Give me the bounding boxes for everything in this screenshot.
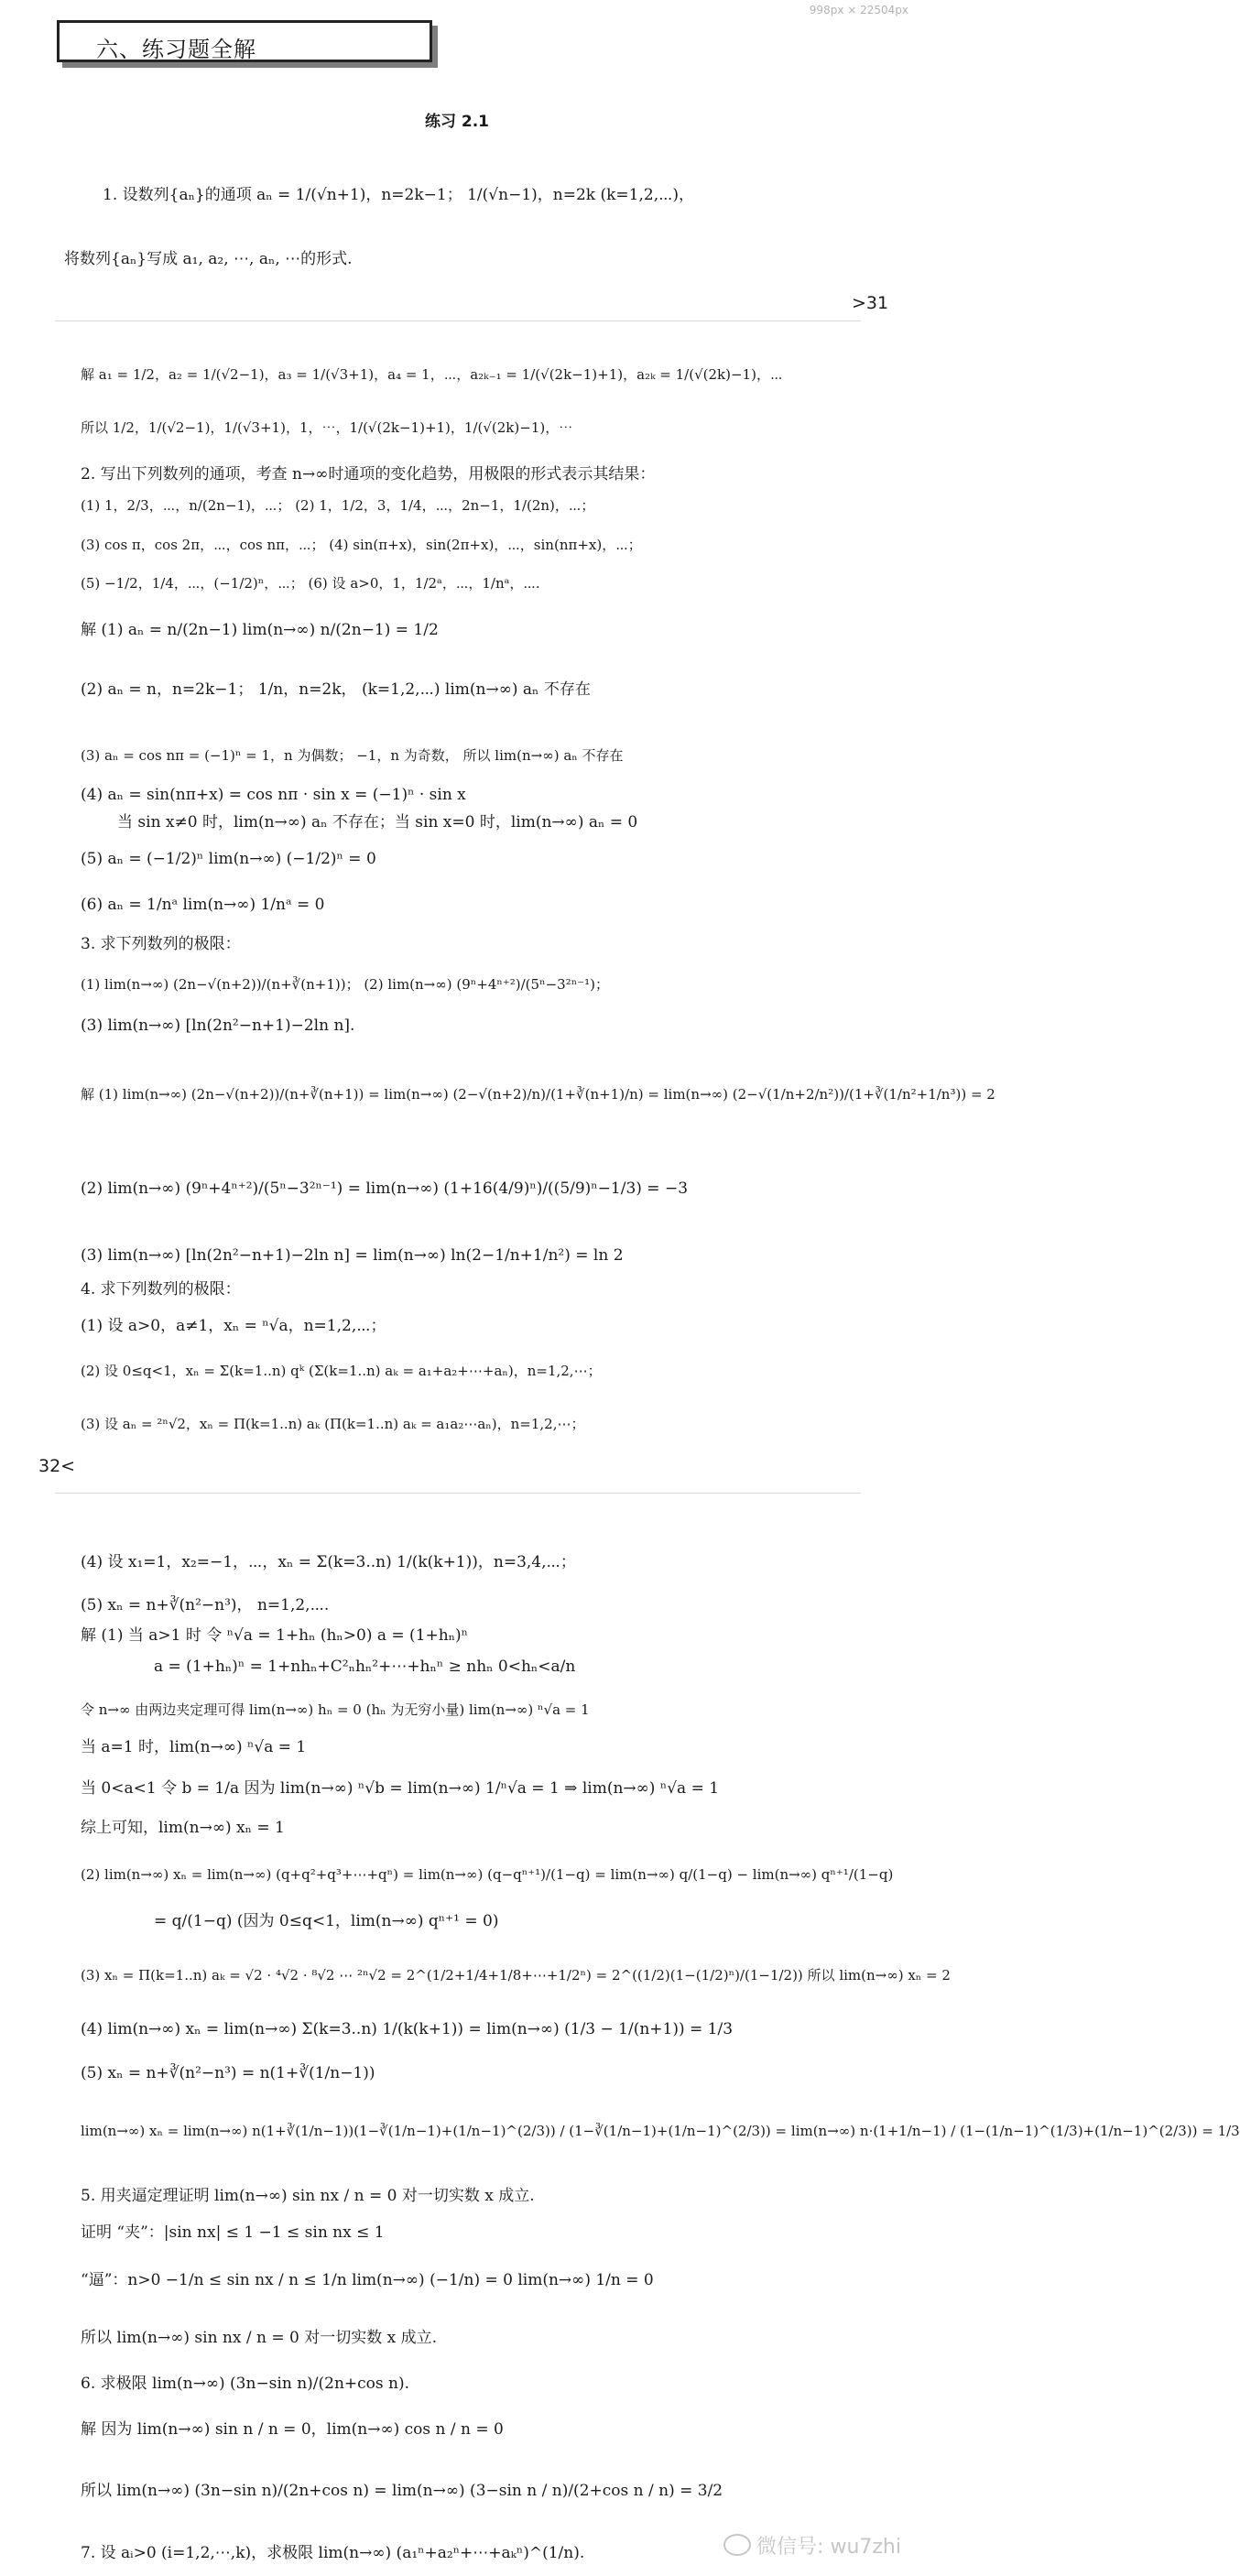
exercise-title: 练习 2.1 [424, 113, 490, 131]
problem-1-statement-cont: 将数列{aₙ}写成 a₁, a₂, ⋯, aₙ, ⋯的形式. [64, 250, 353, 268]
solution-6-line-2: 所以 lim(n→∞) (3n−sin n)/(2n+cos n) = lim(n→∞) (3−sin n / n)/(2+cos n / n) = 3/2 [81, 2482, 723, 2500]
problem-4-part-4: (4) 设 x₁=1，x₂=−1，⋯，xₙ = Σ(k=3..n) 1/(k(k+1))，n=3,4,⋯； [81, 1553, 576, 1571]
solution-3-part-1: 解 (1) lim(n→∞) (2n−√(n+2))/(n+∛(n+1)) = lim(n→∞) (2−√(n+2)/n)/(1+∛(n+1)/n) = lim(n→∞) (2−√(1/n+2/n²))/(1+∛(1/n²+1/n³)) = 2 [81, 1086, 995, 1103]
solution-4-part-1-conclusion: 综上可知，lim(n→∞) xₙ = 1 [81, 1819, 285, 1837]
problem-3-statement: 3. 求下列数列的极限： [81, 935, 241, 953]
solution-4-part-2-line-2: = q/(1−q) (因为 0≤q<1，lim(n→∞) qⁿ⁺¹ = 0) [154, 1912, 499, 1930]
problem-2-part-1-2: (1) 1，2/3，⋯，n/(2n−1)，⋯； (2) 1，1/2，3，1/4，⋯，2n−1，1/(2n)，⋯； [81, 497, 595, 514]
proof-5-line-2: “逼”：n>0 −1/n ≤ sin nx / n ≤ 1/n lim(n→∞) (−1/n) = 0 lim(n→∞) 1/n = 0 [81, 2271, 654, 2289]
problem-2-part-5-6: (5) −1/2，1/4，⋯，(−1/2)ⁿ，⋯； (6) 设 a>0，1，1/2ᵃ，⋯，1/nᵃ，⋯. [81, 575, 540, 592]
solution-4-part-1-line-1: 解 (1) 当 a>1 时 令 ⁿ√a = 1+hₙ (hₙ>0) a = (1+hₙ)ⁿ [81, 1626, 469, 1645]
page-break-divider-2 [55, 1493, 861, 1494]
problem-4-statement: 4. 求下列数列的极限： [81, 1280, 241, 1299]
wechat-icon [723, 2534, 751, 2556]
problem-3-part-3: (3) lim(n→∞) [ln(2n²−n+1)−2ln n]. [81, 1016, 355, 1035]
solution-2-part-5: (5) aₙ = (−1/2)ⁿ lim(n→∞) (−1/2)ⁿ = 0 [81, 850, 376, 868]
solution-2-part-6: (6) aₙ = 1/nᵃ lim(n→∞) 1/nᵃ = 0 [81, 896, 325, 914]
section-header [57, 20, 441, 73]
solution-4-part-5-line-2: lim(n→∞) xₙ = lim(n→∞) n(1+∛(1/n−1))(1−∛(1/n−1)+(1/n−1)^(2/3)) / (1−∛(1/n−1)+(1/n−1)^(2/3)) = lim(n→∞) n·(1+1/n−1) / (1−(1/n−1)^(1/3)+(1/n−1)^(2/3)) = 1/3 [81, 2123, 1240, 2139]
solution-4-part-4: (4) lim(n→∞) xₙ = lim(n→∞) Σ(k=3..n) 1/(k(k+1)) = lim(n→∞) (1/3 − 1/(n+1)) = 1/3 [81, 2020, 734, 2038]
proof-5-line-1: 证明 “夹”：|sin nx| ≤ 1 −1 ≤ sin nx ≤ 1 [81, 2223, 385, 2242]
section-title: 六、练习题全解 [96, 37, 256, 62]
problem-1-statement: 1. 设数列{aₙ}的通项 aₙ = 1/(√n+1)，n=2k−1； 1/(√n−1)，n=2k (k=1,2,⋯)， [103, 186, 695, 204]
solution-1-line-2: 所以 1/2，1/(√2−1)，1/(√3+1)，1，⋯，1/(√(2k−1)+1)，1/(√(2k)−1)，⋯ [81, 419, 573, 436]
problem-7-statement: 7. 设 aᵢ>0 (i=1,2,⋯,k)，求极限 lim(n→∞) (a₁ⁿ+a₂ⁿ+⋯+aₖⁿ)^(1/n). [81, 2544, 585, 2562]
solution-4-part-1-line-2: a = (1+hₙ)ⁿ = 1+nhₙ+C²ₙhₙ²+⋯+hₙⁿ ≥ nhₙ 0<hₙ<a/n [154, 1658, 576, 1676]
solution-6-line-1: 解 因为 lim(n→∞) sin n / n = 0，lim(n→∞) cos n / n = 0 [81, 2420, 504, 2439]
solution-2-part-4-cont: 当 sin x≠0 时，lim(n→∞) aₙ 不存在；当 sin x=0 时，lim(n→∞) aₙ = 0 [117, 813, 638, 831]
solution-2-part-4: (4) aₙ = sin(nπ+x) = cos nπ · sin x = (−1)ⁿ · sin x [81, 786, 466, 804]
problem-2-part-3-4: (3) cos π，cos 2π，⋯，cos nπ，⋯； (4) sin(π+x)，sin(2π+x)，⋯，sin(nπ+x)，⋯； [81, 537, 642, 553]
image-size-badge: 998px × 22504px [809, 4, 908, 16]
solution-4-part-3: (3) xₙ = Π(k=1..n) aₖ = √2 · ⁴√2 · ⁸√2 ⋯ ²ⁿ√2 = 2^(1/2+1/4+1/8+⋯+1/2ⁿ) = 2^((1/2)(1−(1/2)ⁿ)/(1−1/2)) 所以 lim(n→∞) xₙ = 2 [81, 1967, 951, 1984]
solution-4-part-1-line-5: 当 0<a<1 令 b = 1/a 因为 lim(n→∞) ⁿ√b = lim(n→∞) 1/ⁿ√a = 1 ⇒ lim(n→∞) ⁿ√a = 1 [81, 1779, 720, 1798]
problem-4-part-5: (5) xₙ = n+∛(n²−n³)， n=1,2,⋯. [81, 1596, 330, 1614]
page-number-32: 32< [38, 1456, 76, 1476]
solution-4-part-5-line-1: (5) xₙ = n+∛(n²−n³) = n(1+∛(1/n−1)) [81, 2064, 375, 2082]
problem-4-part-1: (1) 设 a>0，a≠1，xₙ = ⁿ√a，n=1,2,⋯； [81, 1317, 386, 1335]
problem-4-part-2: (2) 设 0≤q<1，xₙ = Σ(k=1..n) qᵏ (Σ(k=1..n) aₖ = a₁+a₂+⋯+aₙ)，n=1,2,⋯； [81, 1363, 602, 1379]
watermark-text: 微信号: wu7zhi [756, 2536, 901, 2559]
solution-4-part-1-line-3: 令 n→∞ 由两边夹定理可得 lim(n→∞) hₙ = 0 (hₙ 为无穷小量) lim(n→∞) ⁿ√a = 1 [81, 1701, 590, 1718]
solution-3-part-2: (2) lim(n→∞) (9ⁿ+4ⁿ⁺²)/(5ⁿ−3²ⁿ⁻¹) = lim(n→∞) (1+16(4/9)ⁿ)/((5/9)ⁿ−1/3) = −3 [81, 1179, 689, 1198]
section-header-box [57, 20, 432, 62]
problem-5-statement: 5. 用夹逼定理证明 lim(n→∞) sin nx / n = 0 对一切实数 x 成立. [81, 2187, 535, 2205]
solution-1-line-1: 解 a₁ = 1/2，a₂ = 1/(√2−1)，a₃ = 1/(√3+1)，a₄ = 1，⋯，a₂ₖ₋₁ = 1/(√(2k−1)+1)，a₂ₖ = 1/(√(2k)−1)，⋯ [81, 366, 783, 383]
problem-6-statement: 6. 求极限 lim(n→∞) (3n−sin n)/(2n+cos n). [81, 2375, 410, 2393]
wechat-watermark [723, 2531, 901, 2560]
solution-2-part-1: 解 (1) aₙ = n/(2n−1) lim(n→∞) n/(2n−1) = 1/2 [81, 621, 439, 639]
solution-3-part-3: (3) lim(n→∞) [ln(2n²−n+1)−2ln n] = lim(n→∞) ln(2−1/n+1/n²) = ln 2 [81, 1246, 624, 1265]
solution-4-part-1-line-4: 当 a=1 时，lim(n→∞) ⁿ√a = 1 [81, 1738, 307, 1756]
proof-5-conclusion: 所以 lim(n→∞) sin nx / n = 0 对一切实数 x 成立. [81, 2329, 438, 2347]
solution-2-part-3: (3) aₙ = cos nπ = (−1)ⁿ = 1，n 为偶数； −1，n 为奇数， 所以 lim(n→∞) aₙ 不存在 [81, 747, 624, 764]
solution-2-part-2: (2) aₙ = n，n=2k−1； 1/n，n=2k， (k=1,2,⋯) lim(n→∞) aₙ 不存在 [81, 680, 591, 699]
problem-4-part-3: (3) 设 aₙ = ²ⁿ√2，xₙ = Π(k=1..n) aₖ (Π(k=1..n) aₖ = a₁a₂⋯aₙ)，n=1,2,⋯； [81, 1416, 585, 1432]
problem-2-statement: 2. 写出下列数列的通项，考查 n→∞时通项的变化趋势，用极限的形式表示其结果： [81, 465, 656, 484]
solution-4-part-2-line-1: (2) lim(n→∞) xₙ = lim(n→∞) (q+q²+q³+⋯+qⁿ) = lim(n→∞) (q−qⁿ⁺¹)/(1−q) = lim(n→∞) q/(1−q) − lim(n→∞) qⁿ⁺¹/(1−q) [81, 1866, 894, 1883]
problem-3-parts-1-2: (1) lim(n→∞) (2n−√(n+2))/(n+∛(n+1))； (2) lim(n→∞) (9ⁿ+4ⁿ⁺²)/(5ⁿ−3²ⁿ⁻¹)； [81, 976, 609, 993]
page-number-31: >31 [852, 293, 889, 313]
